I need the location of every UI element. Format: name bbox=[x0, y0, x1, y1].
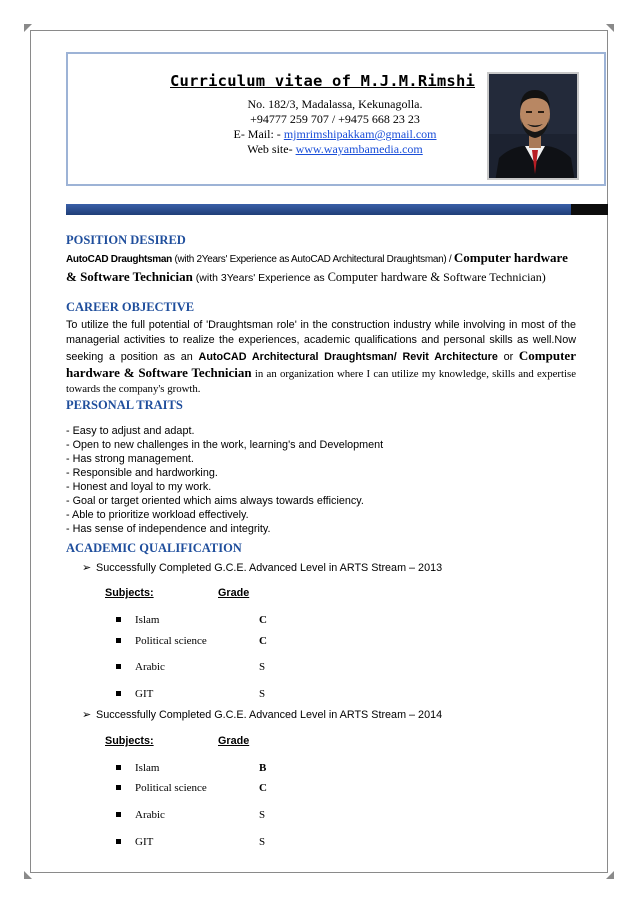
square-bullet-icon bbox=[116, 765, 121, 770]
subject-row: GIT bbox=[116, 836, 153, 848]
subject-row: Political science bbox=[116, 635, 207, 647]
subject-row: Arabic bbox=[116, 661, 165, 673]
subject-grade: S bbox=[259, 688, 266, 700]
trait-item: - Open to new challenges in the work, learning's and Development bbox=[66, 439, 384, 451]
cv-title: Curriculum vitae of M.J.M.Rimshi bbox=[170, 72, 476, 90]
square-bullet-icon bbox=[116, 617, 121, 622]
objective-heading: CAREER OBJECTIVE bbox=[66, 300, 195, 314]
role-hardware-tail: Software Technician) bbox=[443, 270, 546, 284]
email-line bbox=[200, 127, 470, 142]
subject-row: Islam bbox=[116, 762, 159, 774]
square-bullet-icon bbox=[116, 839, 121, 844]
arrow-bullet-icon: ➢ bbox=[82, 709, 92, 721]
subject-grade: C bbox=[259, 614, 267, 626]
square-bullet-icon bbox=[116, 664, 121, 669]
exam-title: Successfully Completed G.C.E. Advanced Level in ARTS Stream – 2014 bbox=[96, 709, 443, 721]
website-link[interactable]: www.wayambamedia.com bbox=[295, 142, 423, 156]
square-bullet-icon bbox=[116, 812, 121, 817]
objective-p2: in an organization where I can utilize my knowledge, skills and expertise towards the company's growth. bbox=[66, 368, 576, 395]
phone-numbers: +94777 259 707 / +9475 668 23 23 bbox=[250, 112, 420, 126]
objective-role-bold: AutoCAD Architectural Draughtsman/ Revit Architecture bbox=[198, 351, 498, 363]
trait-item: - Responsible and hardworking. bbox=[66, 467, 218, 479]
role-hardware-note: (with 3Years' Experience as bbox=[192, 272, 328, 284]
trait-item: - Able to prioritize workload effectively. bbox=[66, 509, 249, 521]
address: No. 182/3, Madalassa, Kekunagolla. bbox=[247, 97, 423, 111]
website-line bbox=[200, 142, 470, 157]
subject-grade: C bbox=[259, 782, 267, 794]
position-desired-text bbox=[66, 249, 576, 287]
role-autocad: AutoCAD Draughtsman bbox=[66, 254, 172, 265]
trait-item: - Easy to adjust and adapt. bbox=[66, 425, 195, 437]
exam-entry bbox=[82, 561, 442, 574]
subject-row: Arabic bbox=[116, 809, 165, 821]
subject-row: Islam bbox=[116, 614, 159, 626]
traits-heading: PERSONAL TRAITS bbox=[66, 398, 183, 412]
role-hardware: Computer hardware & Software Technician bbox=[66, 250, 568, 284]
subject-grade: B bbox=[259, 762, 267, 774]
objective-p1: To utilize the full potential of 'Draughtsman role' in the construction industry while involving in most of the managerial activities to realize the experiences, academic qualifications and personal skills as well.Now seeking a position as an bbox=[66, 319, 576, 363]
exam-title: Successfully Completed G.C.E. Advanced Level in ARTS Stream – 2013 bbox=[96, 562, 443, 574]
objective-or: or bbox=[497, 351, 519, 363]
role-autocad-note: (with 2Years' Experience as AutoCAD Architectural Draughtsman) / bbox=[171, 254, 454, 265]
profile-photo bbox=[487, 72, 579, 180]
academic-heading: ACADEMIC QUALIFICATION bbox=[66, 541, 242, 555]
grade-label: Grade bbox=[218, 735, 250, 747]
subject-row: Political science bbox=[116, 782, 207, 794]
arrow-bullet-icon: ➢ bbox=[82, 562, 92, 574]
trait-item: - Honest and loyal to my work. bbox=[66, 481, 212, 493]
subject-grade: S bbox=[259, 661, 266, 673]
position-heading: POSITION DESIRED bbox=[66, 233, 186, 247]
grade-label: Grade bbox=[218, 587, 250, 599]
square-bullet-icon bbox=[116, 638, 121, 643]
subject-grade: S bbox=[259, 809, 266, 821]
subjects-label: Subjects: bbox=[105, 735, 154, 747]
subject-grade: C bbox=[259, 635, 267, 647]
square-bullet-icon bbox=[116, 785, 121, 790]
square-bullet-icon bbox=[116, 691, 121, 696]
exam-entry bbox=[82, 708, 442, 721]
email-label: E- Mail: - bbox=[233, 127, 284, 141]
website-label: Web site- bbox=[247, 142, 296, 156]
trait-item: - Has sense of independence and integrity. bbox=[66, 523, 271, 535]
trait-item: - Has strong management. bbox=[66, 453, 194, 465]
objective-hardware-bold: Computer hardware & Software Technician bbox=[66, 348, 576, 380]
section-divider-bar-fill bbox=[66, 204, 571, 215]
objective-text bbox=[66, 318, 576, 397]
subject-row: GIT bbox=[116, 688, 153, 700]
subjects-label: Subjects: bbox=[105, 587, 154, 599]
role-hardware-emph: Computer hardware & bbox=[327, 270, 444, 284]
trait-item: - Goal or target oriented which aims always towards efficiency. bbox=[66, 495, 364, 507]
section-divider-bar-end bbox=[571, 204, 608, 215]
email-link[interactable]: mjmrimshipakkam@gmail.com bbox=[283, 127, 437, 141]
subject-grade: S bbox=[259, 836, 266, 848]
